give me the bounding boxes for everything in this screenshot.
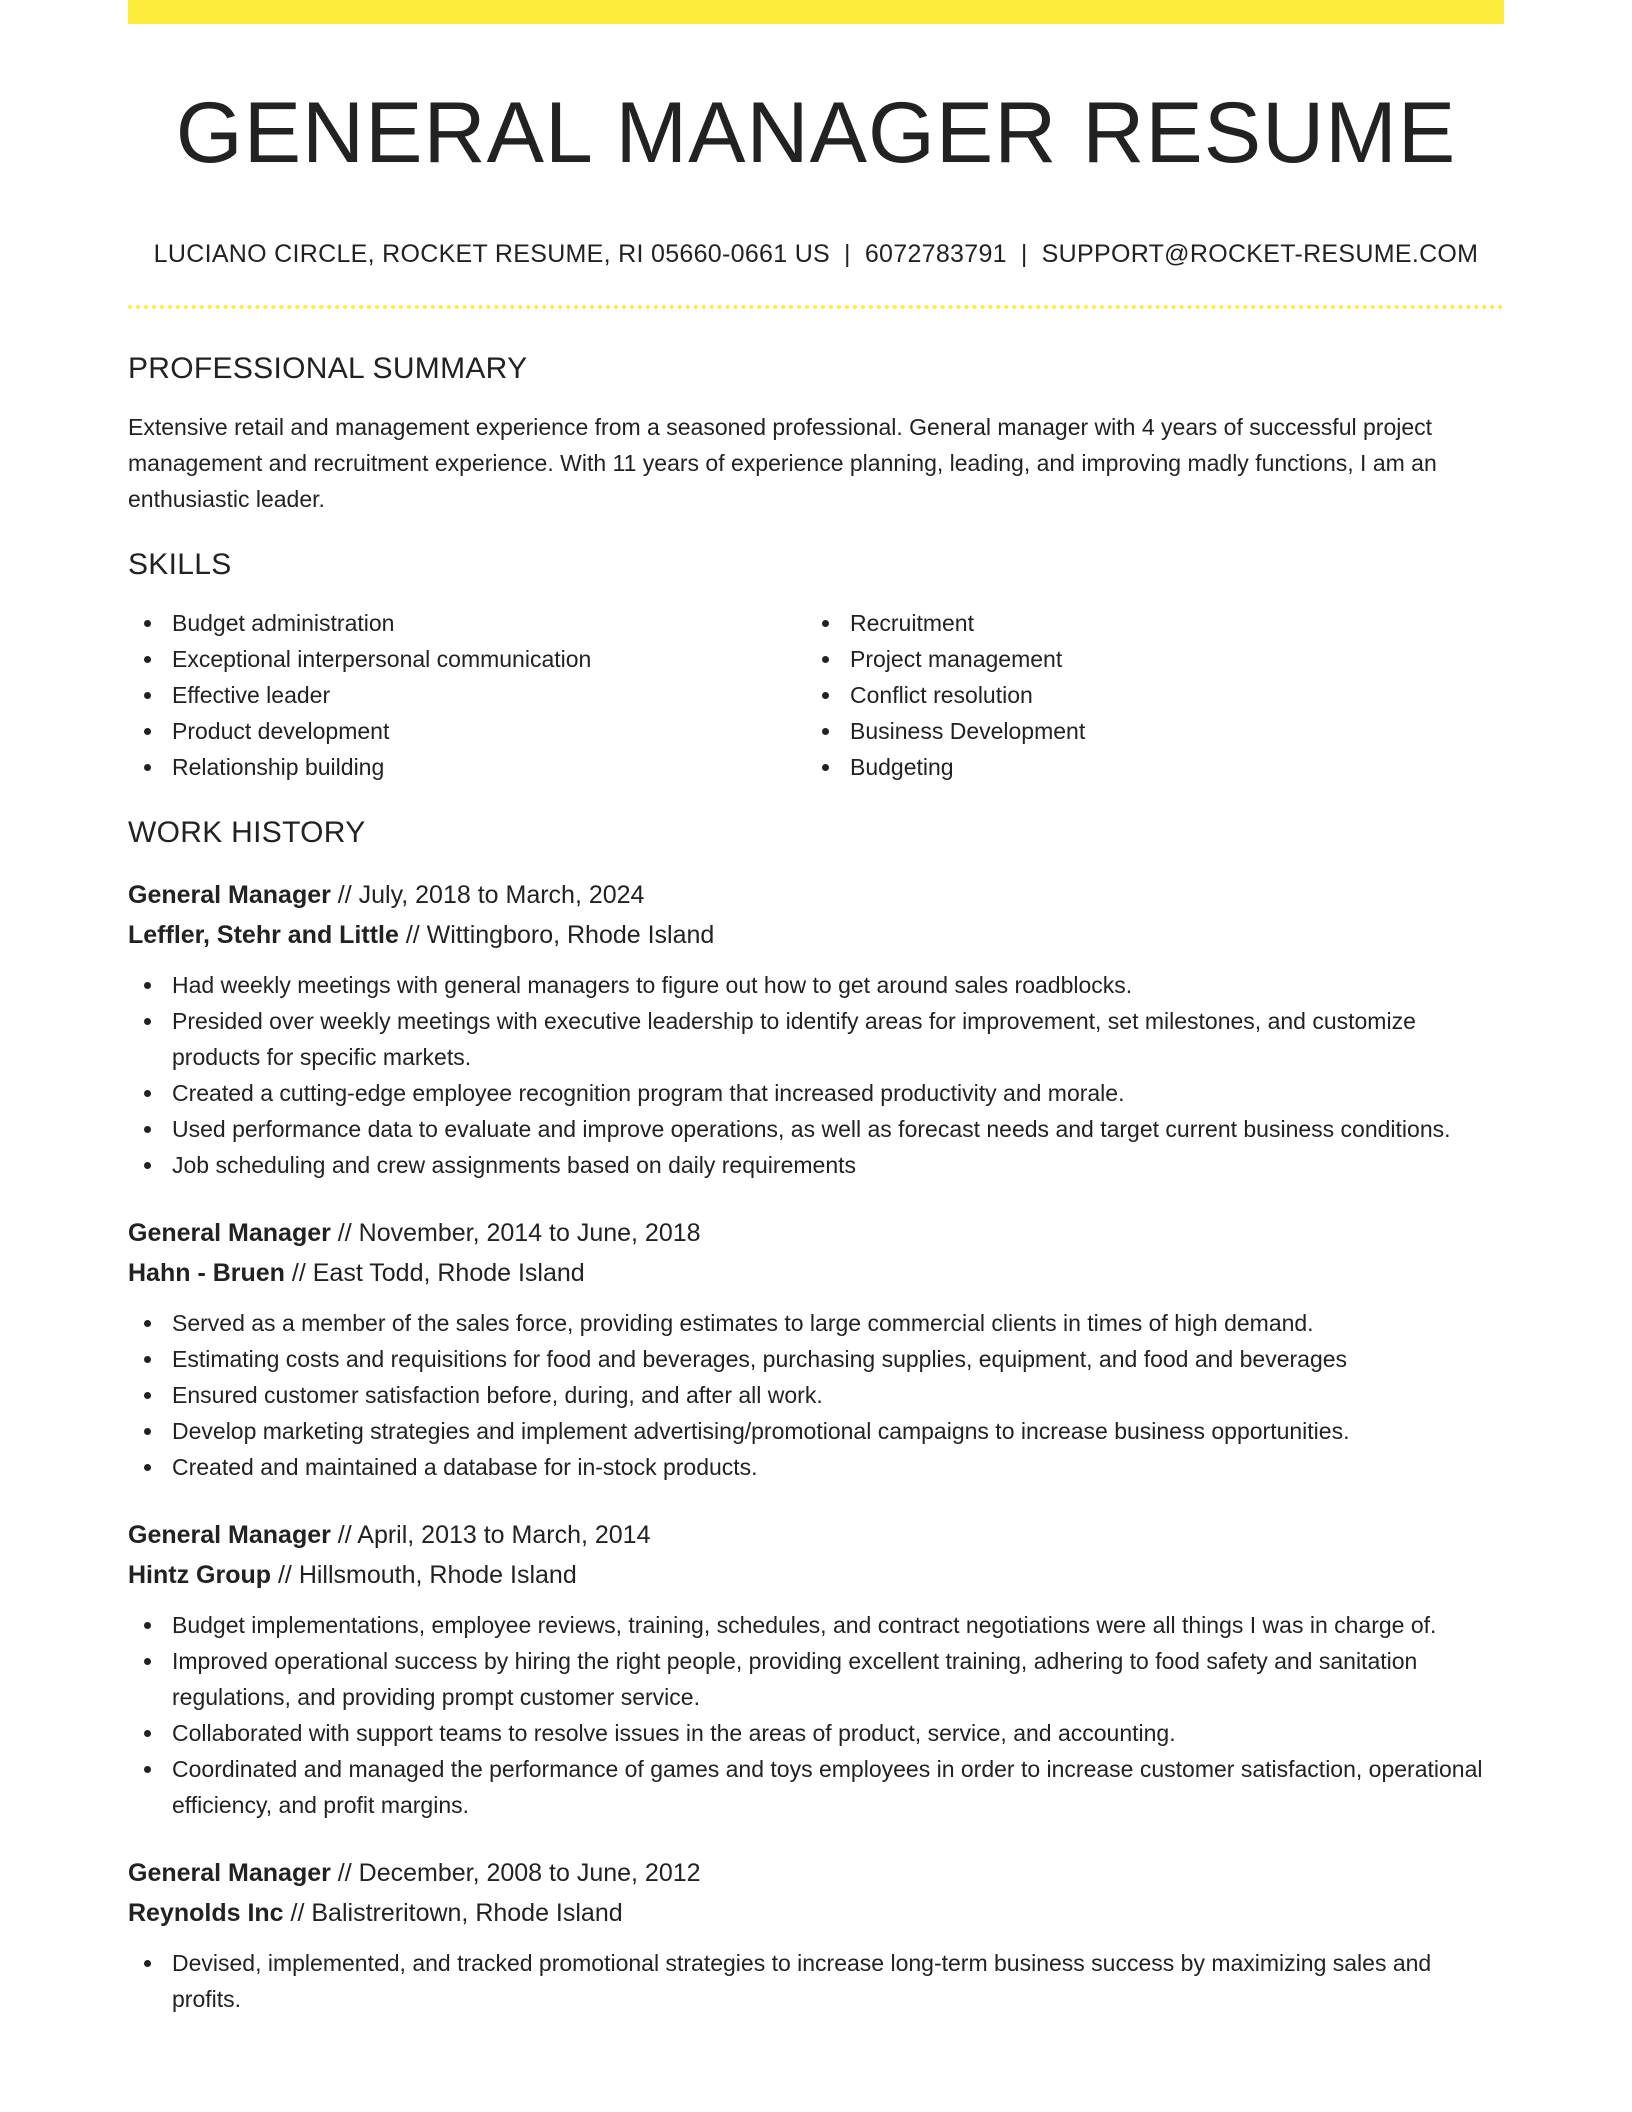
contact-separator: | — [844, 239, 851, 268]
contact-phone: 6072783791 — [864, 239, 1007, 268]
job-entry — [128, 875, 1504, 1183]
job-entry — [128, 1213, 1504, 1485]
job-bullet: Served as a member of the sales force, providing estimates to large commercial clients in times of high demand. — [128, 1305, 1504, 1341]
skill-item: Exceptional interpersonal communication — [128, 641, 806, 677]
job-company-line — [128, 915, 1504, 955]
job-bullet: Improved operational success by hiring the right people, providing excellent training, adhering to food safety and sanitation regulations, and providing prompt customer service. — [128, 1643, 1504, 1715]
job-location: // Balistreritown, Rhode Island — [283, 1898, 623, 1927]
job-dates: // December, 2008 to June, 2012 — [330, 1858, 701, 1887]
skill-item: Conflict resolution — [806, 677, 1484, 713]
skill-item: Business Development — [806, 713, 1484, 749]
job-title: General Manager — [128, 1858, 331, 1887]
job-dates: // July, 2018 to March, 2024 — [330, 880, 645, 909]
contact-separator: | — [1020, 239, 1028, 268]
job-title: General Manager — [128, 880, 331, 909]
job-title: General Manager — [128, 1520, 331, 1549]
job-dates: // November, 2014 to June, 2018 — [330, 1218, 701, 1247]
summary-heading: PROFESSIONAL SUMMARY — [128, 351, 528, 385]
job-location: // Wittingboro, Rhode Island — [398, 920, 715, 949]
job-company-line — [128, 1555, 1504, 1595]
resume-title: GENERAL MANAGER RESUME — [175, 85, 1457, 181]
skill-item: Effective leader — [128, 677, 806, 713]
job-location: // East Todd, Rhode Island — [284, 1258, 585, 1287]
accent-top-bar — [128, 0, 1504, 24]
job-bullet: Presided over weekly meetings with executive leadership to identify areas for improvement, set milestones, and customize products for specific markets. — [128, 1003, 1504, 1075]
job-bullet: Budget implementations, employee reviews, training, schedules, and contract negotiations were all things I was in charge of. — [128, 1607, 1504, 1643]
job-title-line — [128, 875, 1504, 915]
skill-item: Product development — [128, 713, 806, 749]
job-title-line — [128, 1213, 1504, 1253]
job-bullet: Coordinated and managed the performance of games and toys employees in order to increase customer satisfaction, operational efficiency, and profit margins. — [128, 1751, 1504, 1823]
job-dates: // April, 2013 to March, 2014 — [330, 1520, 651, 1549]
skills-list — [128, 605, 1504, 785]
skill-item: Budget administration — [128, 605, 806, 641]
skills-column-right — [806, 605, 1484, 785]
job-entry — [128, 1515, 1504, 1823]
job-company: Reynolds Inc — [128, 1898, 284, 1927]
resume-page — [128, 0, 1504, 2017]
job-company: Leffler, Stehr and Little — [128, 920, 399, 949]
job-bullet: Created and maintained a database for in-stock products. — [128, 1449, 1504, 1485]
work-history-heading: WORK HISTORY — [128, 815, 366, 849]
skill-item: Budgeting — [806, 749, 1484, 785]
contact-address: LUCIANO CIRCLE, ROCKET RESUME, RI 05660-0661 US — [153, 239, 831, 268]
skill-item: Relationship building — [128, 749, 806, 785]
job-bullet: Develop marketing strategies and implement advertising/promotional campaigns to increase business opportunities. — [128, 1413, 1504, 1449]
job-entry — [128, 1853, 1504, 2017]
summary-text: Extensive retail and management experience from a seasoned professional. General manager with 4 years of successful project management and recruitment experience. With 11 years of experience planning, leading, and improving madly functions, I am an enthusiastic leader. — [128, 413, 1437, 512]
job-bullets — [128, 967, 1504, 1183]
skill-item: Recruitment — [806, 605, 1484, 641]
skills-heading: SKILLS — [128, 547, 232, 581]
job-bullet: Ensured customer satisfaction before, during, and after all work. — [128, 1377, 1504, 1413]
job-bullet: Collaborated with support teams to resolve issues in the areas of product, service, and accounting. — [128, 1715, 1504, 1751]
job-bullet: Job scheduling and crew assignments based on daily requirements — [128, 1147, 1504, 1183]
contact-line — [128, 239, 1504, 269]
skills-column-left — [128, 605, 806, 785]
job-title: General Manager — [128, 1218, 331, 1247]
job-company: Hahn - Bruen — [128, 1258, 285, 1287]
job-bullet: Used performance data to evaluate and improve operations, as well as forecast needs and target current business conditions. — [128, 1111, 1504, 1147]
job-company-line — [128, 1893, 1504, 1933]
job-bullets — [128, 1607, 1504, 1823]
job-bullet: Devised, implemented, and tracked promotional strategies to increase long-term business success by maximizing sales and profits. — [128, 1945, 1504, 2017]
job-bullets — [128, 1945, 1504, 2017]
job-company: Hintz Group — [128, 1560, 272, 1589]
header-divider — [128, 305, 1504, 309]
job-company-line — [128, 1253, 1504, 1293]
job-location: // Hillsmouth, Rhode Island — [271, 1560, 577, 1589]
skill-item: Project management — [806, 641, 1484, 677]
contact-email: SUPPORT@ROCKET-RESUME.COM — [1041, 239, 1479, 268]
job-title-line — [128, 1853, 1504, 1893]
job-bullets — [128, 1305, 1504, 1485]
job-bullet: Had weekly meetings with general managers to figure out how to get around sales roadblocks. — [128, 967, 1504, 1003]
job-bullet: Created a cutting-edge employee recognition program that increased productivity and morale. — [128, 1075, 1504, 1111]
job-bullet: Estimating costs and requisitions for food and beverages, purchasing supplies, equipment, and food and beverages — [128, 1341, 1504, 1377]
job-title-line — [128, 1515, 1504, 1555]
